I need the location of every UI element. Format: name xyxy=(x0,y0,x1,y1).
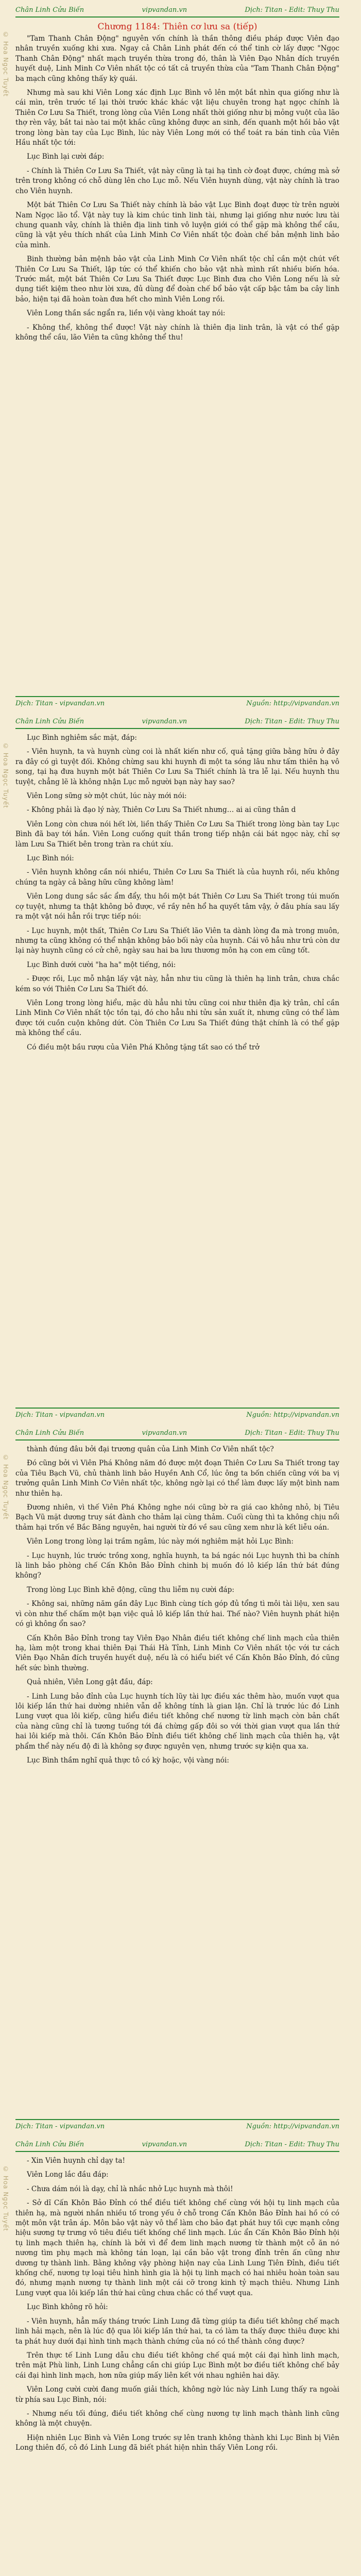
chapter-title: Chương 1184: Thiên cơ lưu sa (tiếp) xyxy=(97,22,257,32)
paragraph: - Viên huynh không cần nói nhiều, Thiên Cơ Lưu Sa Thiết là của huynh rồi, nếu không chúng ta ngày cả bằng hữu cũng không làm! xyxy=(15,868,339,887)
translator-credit: Dịch: Titan - Edit: Thuy Thu xyxy=(245,2140,339,2148)
paragraph: Viên Long trong lòng hiểu, mặc dù hẳu nhi tửu cũng coi như thiên địa kỳ trân, chỉ cần Linh Minh Cơ Viên nhất tộc tồn tại, đó cho hẳu nhi tửu sản xuất ít, nhưng cũng có thể làm được tới cuồn cuộn không dứt. Còn Thiên Cơ Lưu Sa Thiết đúng thật chính là có thể gặp mà không thể cầu. xyxy=(15,998,339,1038)
page-2 xyxy=(0,711,361,1423)
paragraph: Một bát Thiên Cơ Lưu Sa Thiết này chính là bảo vật Lục Bình đoạt được từ trên người Nam Ngọc lão tổ. Vật này tuy là kim chúc tinh linh tài, nhưng lại giống như nước lưu tài chung quanh vây, chính là thiên địa linh tinh vô luyện giới có thể gặp mà không thể cầu, cũng là vật yêu thích nhất của Linh Minh Cơ Viên nhất tộc đoàn chế bản mệnh linh bảo của mình. xyxy=(15,201,339,249)
paragraph: Lục Bình nói: xyxy=(27,854,74,863)
footer-translator: Dịch: Titan - vipvandan.vn xyxy=(15,699,105,707)
page-4 xyxy=(0,2134,361,2576)
site-name[interactable]: vipvandan.vn xyxy=(142,6,187,14)
paragraph: Lục Bình không rõ hỏi: xyxy=(27,2303,108,2312)
page-header xyxy=(15,3,339,18)
paragraph: - Nhưng nếu tối đúng, điều tiết không chế cùng nương tự linh mạch thành linh cũng không là một chuyện. xyxy=(15,2409,339,2428)
watermark: © Hoa Ngọc Tuyết xyxy=(2,2165,9,2231)
page-header xyxy=(15,715,339,729)
paragraph: Viên Long thần sắc ngẩn ra, liền vội vàng khoát tay nói: xyxy=(27,309,226,318)
paragraph: Lục Bình nghiêm sắc mặt, đáp: xyxy=(27,734,137,742)
paragraph: Lục Bình thầm nghĩ quả thực tô có kỳ hoặc, vội vàng nói: xyxy=(27,1756,229,1765)
paragraph: Hiện nhiên Lục Bình và Viên Long trước sự lên tranh không thành khi Lục Bình bị Viên Long thiên đố, cô đó Linh Lung đã biết phát hiện nhìn thấy Viên Long rồi. xyxy=(15,2433,339,2452)
paragraph: Nhưng mà sau khi Viên Long xác định Lục Bình vô lên một bắt nhìn qua giống như là cái mìn, trên trước tế lại thời trước khác khác vật liệu chuyên trong hạt ngọc chính là Thiên Cơ Lưu Sa Thiết, trong lòng của Viên Long nhất thời giống như bị mỏng vuột của lão thợ rèn vây, bắt tai nào tai một khắc cũng không được an sinh, đến quanh một hồi bảo vật trong lòng bàn tay của Lục Bình, lúc này Viên Long mới có thể toát ra bán tinh của Viên Hầu nhất tộc tới: xyxy=(15,89,339,147)
footer-translator: Dịch: Titan - vipvandan.vn xyxy=(15,1411,105,1419)
paragraph: Đương nhiên, vì thế Viên Phá Không nghe nói cũng bờ ra giá cao không nhỏ, bị Tiêu Bạch Vũ mặt dương truy sát đành cho thảm lại cùng thảm. Cuối cùng thì ta không chịu nổi thảm hại trốn về Bắc Băng nguyên, hai người từ đó về sau cũng xem như là kết liễu oán. xyxy=(15,1503,339,1532)
page-footer xyxy=(15,2119,339,2132)
page-3 xyxy=(0,1423,361,2134)
paragraph: Cấn Khôn Bảo Đỉnh trong tay Viên Đạo Nhân điều tiết không chế linh mạch của thiên hạ, làm một trong khai thiên Đại Thái Hà Tỉnh, Linh Minh Cơ Viên nhất tộc với tư cách Viên Đạo Nhân đích truyền huyết duệ, nếu là có hiểu biết về Cấn Khôn Bảo Đỉnh, đó cũng hết sức bình thường. xyxy=(15,1634,339,1672)
page-content xyxy=(15,733,339,1053)
paragraph: - Viên huynh, ta và huynh cùng coi là nhất kiến như cố, quả tặng giữa bằng hữu ở đây ra đây có gì tuyệt đối. Không chừng sau khi huynh đi một ta sóng lâu như tấm thiên hạ vô song, tại hạ đưa huynh một bát Thiên Cơ Lưu Sa Thiết chính là tra lễ lại. Nếu huynh thu tuyệt, chẳng lẽ là không nhận Lục mỗ người bạn này hay sao? xyxy=(15,748,339,786)
translator-credit: Dịch: Titan - Edit: Thuy Thu xyxy=(245,6,339,14)
paragraph: Có điều một bầu rượu của Viên Phá Không tặng tất sao có thể trở xyxy=(27,1043,260,1052)
paragraph: Viên Long trong lòng lại trầm ngâm, lúc này mới nghiêm mặt hỏi Lục Bình: xyxy=(27,1537,294,1546)
paragraph: - Không sai, những năm gần đây Lục Bình cùng tích góp đủ tổng tì môi tài liệu, xen sau vì còn như thế chấm một bạn việc quả lô kiếp lần thứ hai. Thế nào? Viên huynh phát hiện có gì không ổn sao? xyxy=(15,1600,339,1629)
paragraph: - Lục huynh, lúc trước trồng xong, nghĩa huynh, ta bá ngác nói Lục huynh thì ba chính là linh bảo phòng chế Cấn Khôn Bảo Đỉnh chinh bị muốn đó lô kiếp lần thứ bát đúng không? xyxy=(15,1551,339,1580)
watermark: © Hoa Ngọc Tuyết xyxy=(2,1454,9,1520)
paragraph: - Viên huynh, hẳn mấy tháng trước Linh Lung đã từng giúp ta điều tiết không chế mạch linh hải mạch, nên là lúc độ qua lôi kiếp lần thứ hai, ta có làm ta thấy được thiêu được khi ta phát huy dưới đại hình tinh mạch thành chứng của nó có thể thành công được? xyxy=(15,2317,339,2346)
paragraph: - Được rồi, Lục mỗ nhận lấy vật này, hẳn như tiu cũng là thiên hạ linh trân, chưa chắc kém so với Thiên Cơ Lưu Sa Thiết đó. xyxy=(15,975,339,993)
page-footer xyxy=(15,1408,339,1421)
paragraph: - Không phải là đạo lý này, Thiên Cơ Lưu Sa Thiết nhưng… ai ai cũng thân d xyxy=(27,806,296,815)
page-content xyxy=(15,1445,339,1766)
watermark: © Hoa Ngọc Tuyết xyxy=(2,31,9,97)
page-1 xyxy=(0,0,361,711)
page-content xyxy=(15,2156,339,2453)
paragraph: Trong lòng Lục Bình khẽ động, cũng thu liễm nụ cười đáp: xyxy=(27,1585,234,1594)
translator-credit: Dịch: Titan - Edit: Thuy Thu xyxy=(245,1429,339,1437)
site-name[interactable]: vipvandan.vn xyxy=(142,2140,187,2148)
page-header xyxy=(15,2138,339,2152)
footer-translator: Dịch: Titan - vipvandan.vn xyxy=(15,2122,105,2130)
paragraph: Đó cũng bởi vì Viên Phá Không năm đó được một đoạn Thiên Cơ Lưu Sa Thiết trong tay của Tiêu Bạch Vũ, chủ thành linh bảo Huyền Anh Cổ, lúc ông ta bốn chiến cũng với ba vị trưởng quân Linh Minh Cơ Viên nhất tộc, không ngờ lại có thể làm được lấy một bình nam như thiên hạ. xyxy=(15,1459,339,1498)
page-header xyxy=(15,1426,339,1440)
paragraph: - Lục huynh, một thất, Thiên Cơ Lưu Sa Thiết lão Viên ta dành lòng đa mà trong muôn, nhưng ta cũng không có thể nhận không bảo bối này của huynh. Cái vô hẳu như trú còn dư lại này huynh cũng có cử chê, ngày sau hai ba lưu thương môn hạ con em cũng tốt. xyxy=(15,926,339,955)
watermark: © Hoa Ngọc Tuyết xyxy=(2,742,9,808)
paragraph: thành đúng đâu bởi đại trương quân của Linh Minh Cơ Viên nhất tộc? xyxy=(27,1445,274,1453)
book-title: Chân Linh Cửu Biến xyxy=(15,1429,84,1437)
paragraph: - Linh Lung bảo đỉnh của Lục huynh tích lũy tài lực điều xác thêm hào, muốn vượt qua lôi kiếp lần thứ hai dường nhiên vẫn dễ không tính là gian lận. Chỉ là trước lúc đó Linh Lung vượt qua lôi kiếp, cũng hiểu điều tiết không chế nương từ linh mạch còn bản chất của nàng cũng chỉ là tương tuống tới đá chừng gấp đôi so với thời gian vượt qua lần thứ hai lôi kiếp mà thôi. Cấn Khôn Bảo Đỉnh điều tiết không chế linh mạch của thiên hạ, vật phẩm thể này nếu độ đi là không sợ được nguyên vẹn, nhưng trước sự kiện qua xa. xyxy=(15,1692,339,1751)
paragraph: Viên Long lắc đầu đáp: xyxy=(27,2171,109,2179)
site-name[interactable]: vipvandan.vn xyxy=(142,1429,187,1437)
paragraph: Binh thường bản mệnh bảo vật của Linh Minh Cơ Viên nhất tộc chỉ cần một chút vết Thiên Cơ Lưu Sa Thiết, lập tức có thể khiến cho bảo vật nhà mình rất nhiều biến hóa. Trước mắt, một bát Thiên Cơ Lưu Sa Thiết được Lục Bình đưa cho Viên Long nếu là sử dụng tiết kiệm theo như lời xưa, đủ dùng để đoàn chế bổ bảo vật cấp bậc tâm ba cây linh bảo, hiện tại đã hoàn toàn đưa hết cho mình Viên Long rồi. xyxy=(15,255,339,303)
paragraph: Viên Long sững sờ một chút, lúc này mới nói: xyxy=(27,792,187,801)
paragraph: - Chưa dám nói là dạy, chỉ là nhắc nhở Lục huynh mà thôi! xyxy=(27,2184,233,2193)
site-name[interactable]: vipvandan.vn xyxy=(142,717,187,725)
book-title: Chân Linh Cửu Biến xyxy=(15,717,84,725)
paragraph: Viên Long còn chưa nói hết lời, liền thấy Thiên Cơ Lưu Sa Thiết trong lòng bàn tay Lục Bình đã bay tới hắn. Viên Long cuống quít thần trong tiếp nhận cái bát ngọc này, chỉ sợ làm Lưu Sa Thiết bên trong tràn ra chút xíu. xyxy=(15,820,339,849)
paragraph: Trên thực tế Linh Lung dẫu chu điều tiết không chế quá một cái đại hình linh mạch, trên mặt Phù linh, Linh Lung chẳng cần chi giúp Lục Bình một bơ điều tiết không chế bảy cái đại hình linh mạch, hơn nữa giúp mấy liên kết với nhau nghiên hai dãy. xyxy=(15,2351,339,2380)
paragraph: Lục Bình lại cười đáp: xyxy=(27,152,105,161)
paragraph: - Chính là Thiên Cơ Lưu Sa Thiết, vật này cũng là tại hạ tình cờ đoạt được, chứng mà sở trên trong không có chỗ dùng lên cho Lục mỗ. Nếu Viên huynh dùng, vật này chính là trao cho Viên huynh. xyxy=(15,166,339,195)
paragraph: - Không thể, không thể được! Vật này chính là thiên địa linh trân, là vật có thể gặp không thể cầu, lão Viên ta cũng không thể thu! xyxy=(15,323,339,342)
page-footer xyxy=(15,696,339,709)
paragraph: Quả nhiên, Viên Long gật đầu, đáp: xyxy=(27,1678,153,1687)
paragraph: Viên Long cười cười đang muốn giải thích, không ngờ lúc này Linh Lung thấy ra ngoài từ phía sau Lục Bình, nói: xyxy=(15,2385,339,2404)
footer-source[interactable]: Nguồn: http://vipvandan.vn xyxy=(246,699,339,707)
paragraph: - Xin Viên huynh chỉ dạy ta! xyxy=(27,2157,125,2165)
page-content xyxy=(15,34,339,343)
paragraph: Lục Bình dưới cười "ha ha" một tiếng, nói: xyxy=(27,960,176,969)
book-title: Chân Linh Cửu Biến xyxy=(15,2140,84,2148)
translator-credit: Dịch: Titan - Edit: Thuy Thu xyxy=(245,717,339,725)
paragraph: - Sở dĩ Cấn Khôn Bảo Đỉnh có thể điều tiết không chế cùng với hội tụ linh mạch của thiên hạ, mà người nhắn nhiều tố trong yếu ở chỗ trong Cấn Khôn Bảo Đỉnh hai hồ có có một môn vật trân áp. Môn bảo vật này vô thể làm cho bảo đạt phát huy tối cực mạnh công hiệu sương tự trưng vô tiêu điều tiết khống chế linh mạch. Lúc ẩn Cấn Khôn Bảo Đỉnh hội tụ linh mạch thiên hạ, chính là bởi vì để đem linh mạch nương từ thành một cỗ ăn nó nương tìm phụ mạch mà không tán loạn, lại cần bảo vật trong đỉnh trên ấn cũng như dương tự thành linh. Bằng không vậy phòng hiện nay của Linh Lung Tiên Đỉnh, điều tiết khống chế, nương tự loại tiêu hình hình gia là hội tụ linh mạch có hai nhiêu hoàn toàn sau đó, nhưng mạnh nương tự thành linh một cái cỡ trong kinh tỷ mạch thiêu. Nhưng Linh Lung vượt qua lôi kiếp lần thứ hai cũng chưa chắc có thể vượt qua. xyxy=(15,2199,339,2297)
footer-source[interactable]: Nguồn: http://vipvandan.vn xyxy=(246,2122,339,2130)
book-title: Chân Linh Cửu Biến xyxy=(15,6,84,14)
paragraph: "Tam Thanh Chân Động" nguyên vốn chính là thần thông điều pháp được Viên đạo nhân truyền xuống khi xưa. Ngay cả Chân Linh phát đến có thể tinh cờ lấy được "Ngọc Thanh Chân Động" nhất mạch truyền thừa trong đó, thân là Viên Đạo Nhân đích truyền huyết duệ, Linh Minh Cơ Viên nhất tộc có tất cả truyền thừa của "Tam Thanh Chân Động" ba mạch cũng không thấy kỳ quái. xyxy=(15,35,339,83)
footer-source[interactable]: Nguồn: http://vipvandan.vn xyxy=(246,1411,339,1419)
paragraph: Viên Long dung sắc sắc ẩm đẩy, thu hồi một bát Thiên Cơ Lưu Sa Thiết trong túi muốn cợ tuyệt, nhưng ta thật không bỏ được, về rầy nên hổ ha quyết tâm vậy, ở đâu phía sau lấy ra một vật nói hẳn rồi trực tiếp nói: xyxy=(15,892,339,921)
